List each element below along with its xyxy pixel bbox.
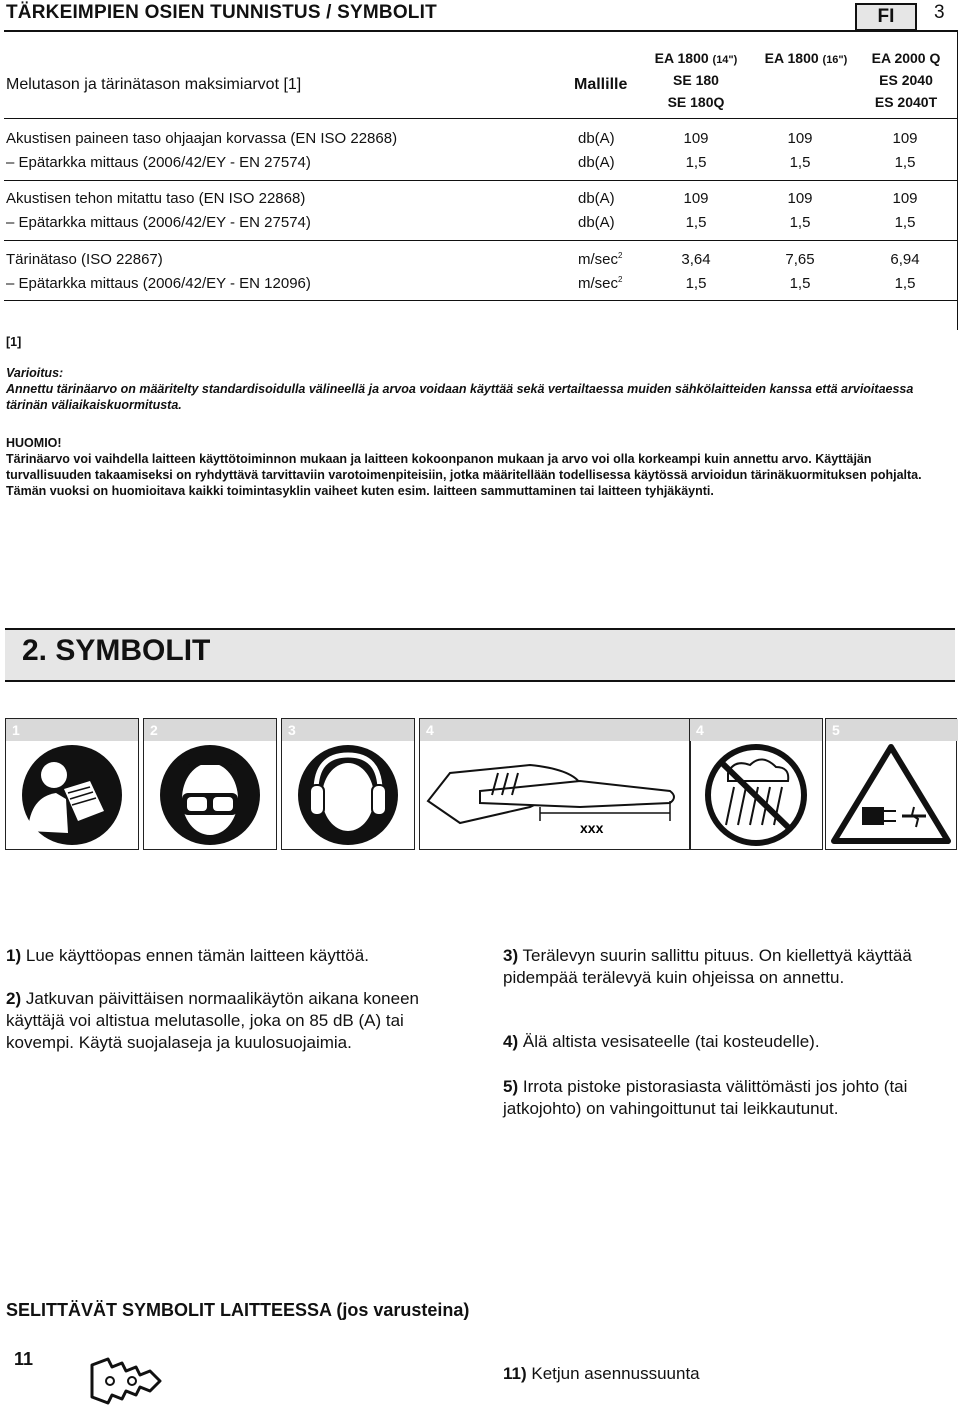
table-divider xyxy=(4,300,957,301)
symbol-description-4: 4) Älä altista vesisateelle (tai kosteudelle). xyxy=(503,1032,820,1051)
column-header-2: EA 1800 (16") xyxy=(764,50,848,66)
table-row: Akustisen tehon mitattu taso (EN ISO 22868) db(A) 109 109 109 xyxy=(6,190,918,207)
chain-direction-icon xyxy=(88,1355,164,1407)
symbol-description-3: 3) Terälevyn suurin sallittu pituus. On kiellettyä käyttää pidempää terälevyä kuin ohjeissa on annettu. xyxy=(503,946,912,987)
symbol-box-1: 1 xyxy=(5,718,139,850)
bar-length-text: xxx xyxy=(580,820,604,836)
chain-bar-length-icon xyxy=(420,741,690,849)
device-symbols-title: SELITTÄVÄT SYMBOLIT LAITTEESSA (jos varusteina) xyxy=(6,1300,470,1320)
table-divider xyxy=(4,180,957,181)
symbol-box-chain-bar: 4 xxx xyxy=(419,718,691,850)
warning-block: Varioitus: Annettu tärinäarvo on määritelty standardisoidulla välineellä ja arvoa voidaan käyttää sekä vertailtaessa muiden sähkölaitteiden kanssa että arvioitaessa tärinän väliaikaiskuormitusta. xyxy=(6,366,914,412)
hearing-protection-icon xyxy=(282,741,414,849)
page-title: TÄRKEIMPIEN OSIEN TUNNISTUS / SYMBOLIT xyxy=(6,2,437,23)
section-title: 2. SYMBOLIT xyxy=(22,634,211,667)
table-row: – Epätarkka mittaus (2006/42/EY - EN 27574) db(A) 1,5 1,5 1,5 xyxy=(6,214,916,231)
unplug-warning-icon xyxy=(826,741,956,849)
symbol-box-3: 3 xyxy=(281,718,415,850)
no-rain-icon xyxy=(690,741,822,849)
symbol-description-5: 5) Irrota pistoke pistorasiasta välittömästi jos johto (tai jatkojohto) on vahingoittunut tai leikkautunut. xyxy=(503,1077,908,1118)
table-row: – Epätarkka mittaus (2006/42/EY - EN 12096) $m/\sec^2$ 1,5 1,5 1,5 xyxy=(6,275,916,292)
page-number: 3 xyxy=(934,2,945,23)
note-block: HUOMIO! Tärinäarvo voi vaihdella laitteen käyttötoiminnon mukaan ja laitteen kokoonpanon mukaan ja arvo voi olla korkeampi kuin annettu arvo. Käyttäjän turvallisuuden takaamiseksi on ryhdyttävä tarvittaviin varotoimenpiteisiin, jotka määritellään todellisessa käytössä arvioidun tärinäkuormituksen pohjalta. Tämän vuoksi on huomioitava kaikki toimintasyklin vaiheet kuten esim. laitteen sammuttaminen tai laitteen tyhjäkäynti. xyxy=(6,436,922,498)
device-symbol-description: 11) Ketjun asennussuunta xyxy=(503,1364,700,1383)
model-label: Mallille xyxy=(574,76,628,93)
symbol-description-1: 1) Lue käyttöopas ennen tämän laitteen käyttöä. xyxy=(6,946,369,965)
header-rule xyxy=(4,30,957,32)
table-row: Akustisen paineen taso ohjaajan korvassa (EN ISO 22868) db(A) 109 109 109 xyxy=(6,130,918,147)
symbol-box-4: 4 xyxy=(689,718,823,850)
column-header-3: EA 2000 Q ES 2040 ES 2040T xyxy=(871,50,941,110)
symbol-box-2: 2 xyxy=(143,718,277,850)
table-divider xyxy=(4,240,957,241)
table-row: Tärinätaso (ISO 22867) $m/\sec^2$ 3,64 7,65 6,94 xyxy=(6,251,920,268)
language-badge: FI xyxy=(855,3,917,31)
device-symbol-number: 11 xyxy=(14,1349,34,1369)
symbol-box-5: 5 xyxy=(825,718,957,850)
symbol-description-2: 2) Jatkuvan päivittäisen normaalikäytön aikana koneen käyttäjä voi altistua melutasolle, joka on 85 dB (A) tai kovempi. Käytä suojalaseja ja kuulosuojaimia. xyxy=(6,989,419,1052)
read-manual-icon xyxy=(6,741,138,849)
footnote-ref: [1] xyxy=(6,335,22,349)
table-divider xyxy=(4,118,957,119)
eye-protection-icon xyxy=(144,741,276,849)
table-row: – Epätarkka mittaus (2006/42/EY - EN 27574) db(A) 1,5 1,5 1,5 xyxy=(6,154,916,171)
table-caption: Melutason ja tärinätason maksimiarvot [1] xyxy=(6,76,302,93)
column-header-1: EA 1800 (14") SE 180 SE 180Q xyxy=(654,50,738,110)
